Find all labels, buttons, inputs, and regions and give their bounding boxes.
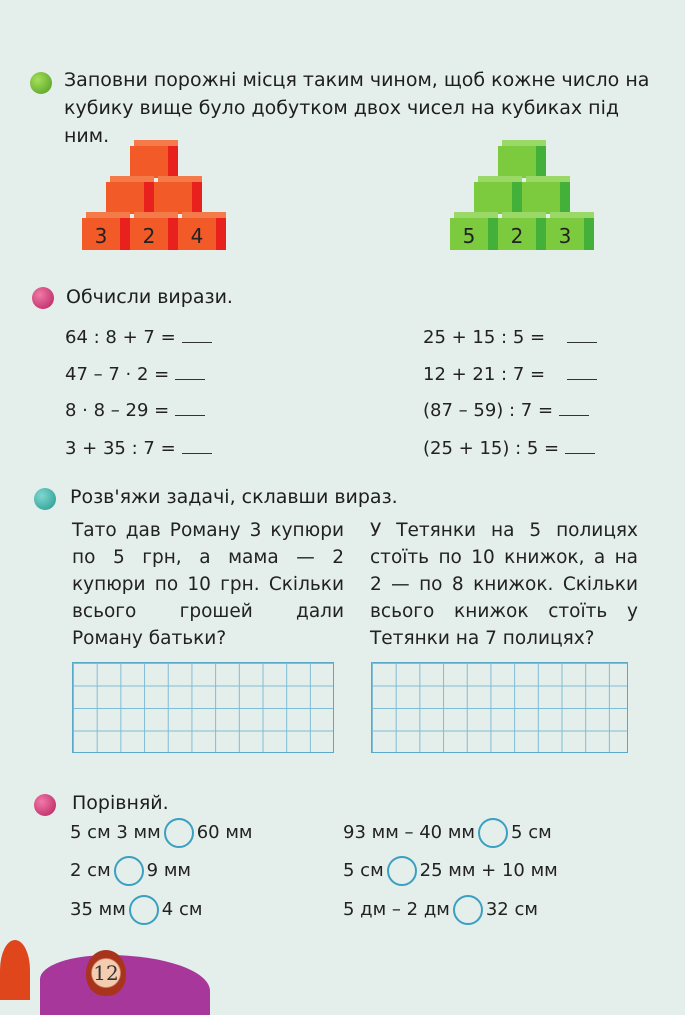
expression: 3 + 35 : 7 = — [65, 438, 212, 459]
task1-text: Заповни порожні місця таким чином, щоб кожне число на кубику вище було добутком двох чисел на кубиках під ним. — [64, 69, 650, 147]
page-number: 12 — [93, 961, 119, 985]
task2-title: Обчисли вирази. — [66, 286, 233, 308]
cube: 3 — [546, 212, 594, 250]
red-pyramid — [82, 140, 232, 252]
cube: 2 — [130, 212, 178, 250]
expression: 12 + 21 : 7 = — [423, 364, 597, 385]
task4-title: Порівняй. — [72, 792, 169, 814]
compare-circle[interactable] — [114, 856, 144, 886]
cube — [522, 176, 570, 214]
compare-circle[interactable] — [478, 818, 508, 848]
comparison: 5 дм – 2 дм 32 см — [343, 895, 538, 925]
cube: 4 — [178, 212, 226, 250]
green-bullet-icon — [30, 72, 52, 94]
expression: (87 – 59) : 7 = — [423, 400, 589, 421]
comparison: 5 см 25 мм + 10 мм — [343, 856, 558, 886]
cube — [474, 176, 522, 214]
cube: 3 — [82, 212, 130, 250]
teal-bullet-icon — [34, 488, 56, 510]
compare-circle[interactable] — [387, 856, 417, 886]
cube — [106, 176, 154, 214]
pink-bullet-icon — [32, 287, 54, 309]
answer-grid-1[interactable] — [72, 662, 334, 753]
problem-2: У Тетянки на 5 полицях стоїть по 10 книжок, а на 2 — по 8 книжок. Скільки всього книжок стоїть у Тетянки на 7 полицях? — [370, 520, 638, 649]
pink-bullet-icon — [34, 794, 56, 816]
expression: (25 + 15) : 5 = — [423, 438, 595, 459]
compare-circle[interactable] — [164, 818, 194, 848]
compare-circle[interactable] — [453, 895, 483, 925]
comparison: 35 мм 4 см — [70, 895, 202, 925]
page-number-badge — [86, 950, 126, 996]
task3-title: Розв'яжи задачі, склавши вираз. — [70, 486, 398, 508]
green-pyramid — [450, 140, 600, 252]
squirrel-decoration — [0, 940, 30, 1000]
cube: 5 — [450, 212, 498, 250]
purple-splash-decoration — [40, 955, 210, 1015]
cube — [130, 140, 178, 178]
compare-circle[interactable] — [129, 895, 159, 925]
cube — [154, 176, 202, 214]
cube: 2 — [498, 212, 546, 250]
comparison: 2 см 9 мм — [70, 856, 191, 886]
comparison: 5 см 3 мм 60 мм — [70, 818, 253, 848]
problem-1: Тато дав Роману 3 купюри по 5 грн, а мама — 2 купюри по 10 грн. Скільки всього грошей дали Роману батьки? — [72, 520, 344, 649]
comparison: 93 мм – 40 мм 5 см — [343, 818, 552, 848]
expression: 8 · 8 – 29 = — [65, 400, 205, 421]
expression: 25 + 15 : 5 = — [423, 327, 597, 348]
expression: 47 – 7 · 2 = — [65, 364, 205, 385]
answer-grid-2[interactable] — [371, 662, 628, 753]
cube — [498, 140, 546, 178]
expression: 64 : 8 + 7 = — [65, 327, 212, 348]
